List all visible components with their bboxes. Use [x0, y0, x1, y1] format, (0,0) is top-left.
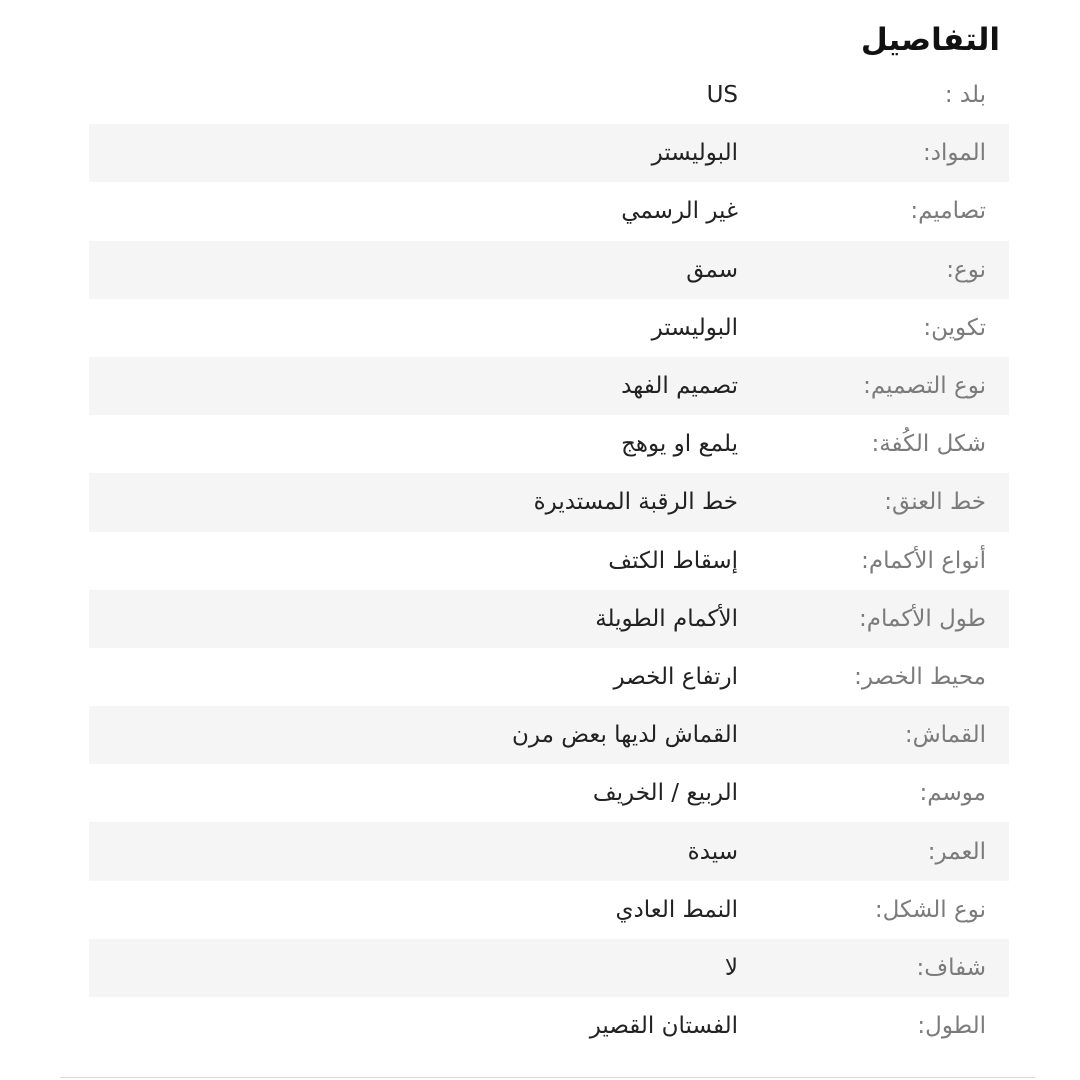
detail-row — [89, 648, 1009, 706]
detail-value: البوليستر — [651, 314, 738, 341]
details-table — [89, 66, 1009, 1055]
detail-row — [89, 881, 1009, 939]
detail-label: أنواع الأكمام: — [861, 547, 986, 574]
detail-value: ارتفاع الخصر — [613, 663, 738, 690]
detail-value: US — [706, 82, 738, 109]
detail-value: الأكمام الطويلة — [595, 605, 738, 632]
detail-label: القماش: — [904, 722, 986, 749]
detail-label: الطول: — [917, 1013, 986, 1040]
detail-value: القماش لديها بعض مرن — [511, 722, 738, 749]
detail-row — [89, 241, 1009, 299]
detail-label: نوع: — [946, 256, 986, 283]
detail-label: شفاف: — [916, 954, 986, 981]
detail-row — [89, 997, 1009, 1055]
detail-label: المواد: — [923, 140, 986, 167]
detail-value: سمق — [686, 256, 738, 283]
detail-row — [89, 66, 1009, 124]
detail-row — [89, 299, 1009, 357]
detail-label: العمر: — [927, 838, 986, 865]
detail-row — [89, 590, 1009, 648]
detail-row — [89, 182, 1009, 240]
detail-value: النمط العادي — [615, 896, 738, 923]
detail-value: الربيع / الخريف — [592, 780, 738, 807]
detail-label: محيط الخصر: — [854, 663, 986, 690]
detail-row — [89, 415, 1009, 473]
detail-label: شكل الكُفة: — [871, 431, 986, 458]
bottom-divider — [60, 1077, 1035, 1078]
detail-value: تصميم الفهد — [621, 373, 738, 400]
detail-value: الفستان القصير — [589, 1013, 738, 1040]
detail-label: تكوين: — [923, 314, 986, 341]
detail-row — [89, 822, 1009, 880]
detail-label: خط العنق: — [884, 489, 986, 516]
detail-value: يلمع او يوهج — [621, 431, 738, 458]
detail-label: موسم: — [919, 780, 986, 807]
detail-value: إسقاط الكتف — [608, 547, 738, 574]
detail-value: سيدة — [687, 838, 738, 865]
detail-row — [89, 357, 1009, 415]
detail-label: نوع التصميم: — [863, 373, 986, 400]
detail-row — [89, 473, 1009, 531]
detail-value: خط الرقبة المستديرة — [533, 489, 738, 516]
detail-label: تصاميم: — [910, 198, 986, 225]
detail-value: البوليستر — [651, 140, 738, 167]
detail-row — [89, 124, 1009, 182]
detail-label: طول الأكمام: — [859, 605, 986, 632]
detail-label: نوع الشكل: — [874, 896, 986, 923]
page-title: التفاصيل — [860, 22, 1000, 58]
detail-label: بلد : — [944, 82, 986, 109]
detail-row — [89, 706, 1009, 764]
detail-row — [89, 939, 1009, 997]
detail-value: لا — [724, 954, 738, 981]
detail-row — [89, 764, 1009, 822]
detail-value: غير الرسمي — [621, 198, 738, 225]
detail-row — [89, 532, 1009, 590]
